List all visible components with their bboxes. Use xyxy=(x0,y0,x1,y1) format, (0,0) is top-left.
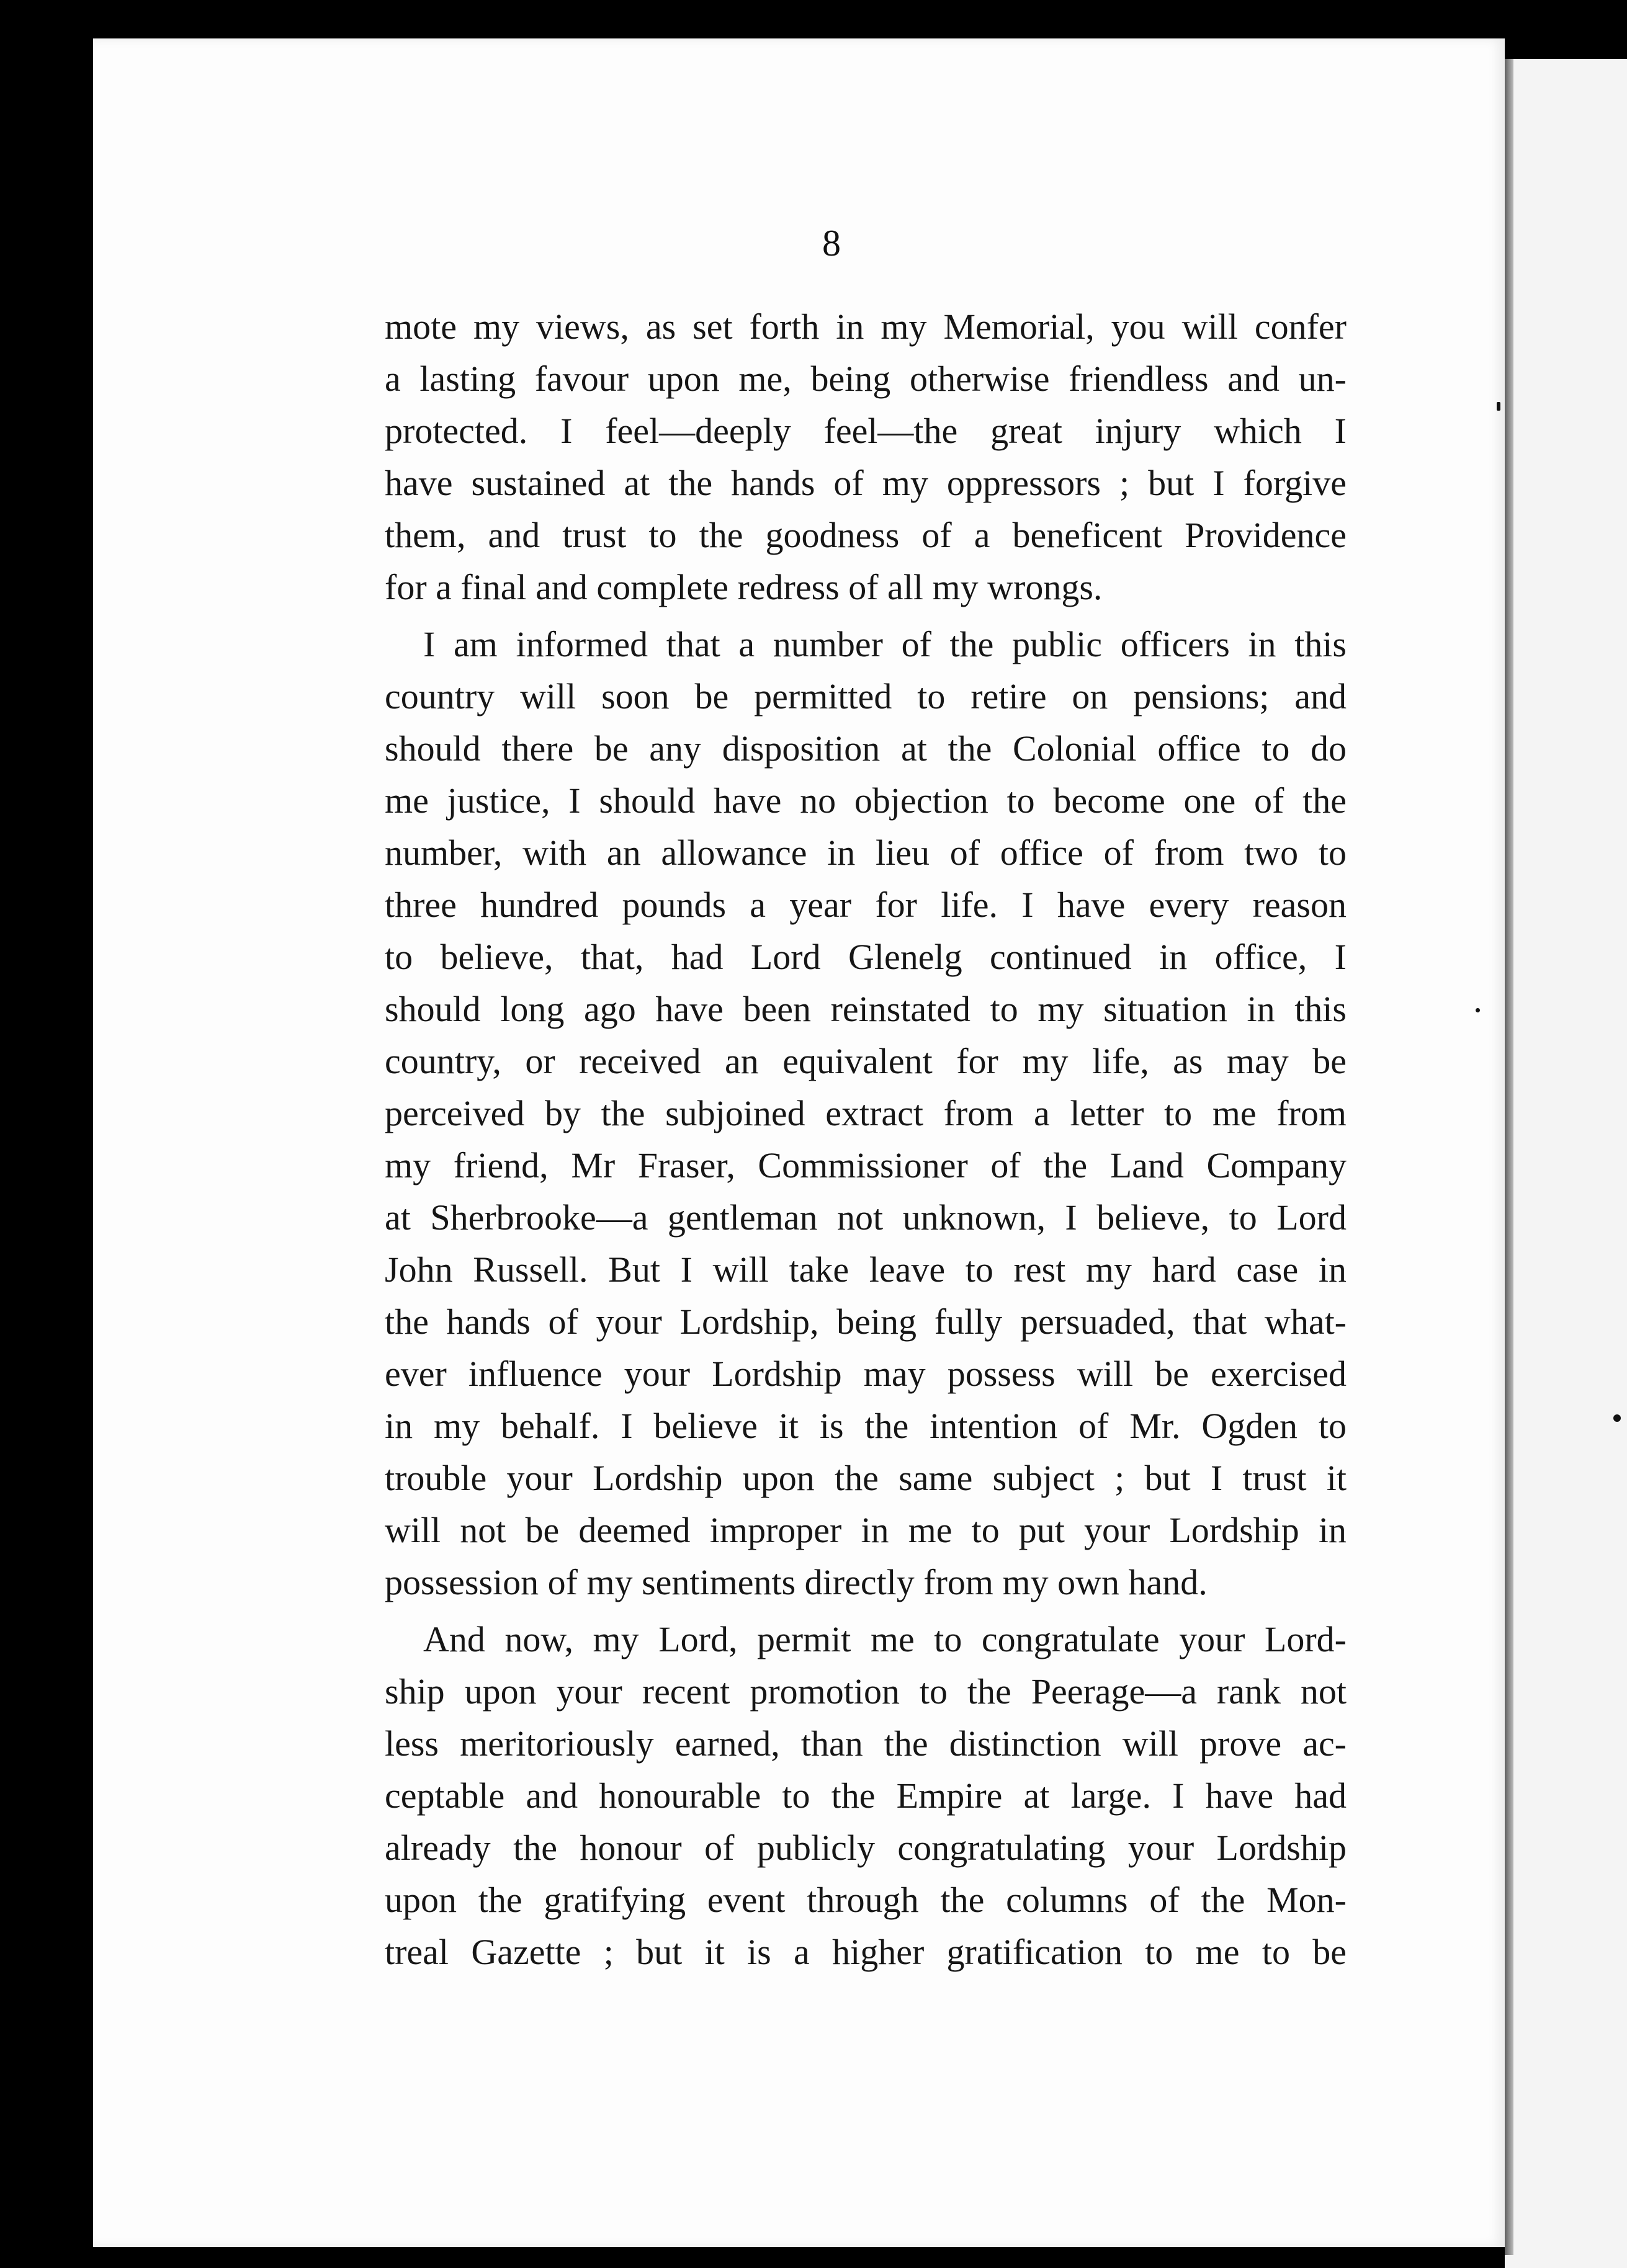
ink-speck xyxy=(1613,1414,1621,1422)
text-line: three hundred pounds a year for life. I have every reason xyxy=(385,885,1347,925)
text-line: to believe, that, had Lord Glenelg continued in office, I xyxy=(385,937,1347,977)
page-number: 8 xyxy=(822,223,841,264)
text-line: ever influence your Lordship may possess will be exercised xyxy=(385,1354,1347,1394)
text-line: protected. I feel—deeply feel—the great injury which I xyxy=(385,411,1347,451)
text-line: number, with an allowance in lieu of office of from two to xyxy=(385,833,1347,873)
body-text xyxy=(385,301,1347,1978)
text-line: will not be deemed improper in me to put your Lordship in xyxy=(385,1510,1347,1550)
ink-speck xyxy=(1497,402,1500,411)
text-line: possession of my sentiments directly from my own hand. xyxy=(385,1562,1208,1602)
text-line: perceived by the subjoined extract from a letter to me from xyxy=(385,1093,1347,1133)
text-line: ceptable and honourable to the Empire at large. I have had xyxy=(385,1775,1347,1816)
text-line: I am informed that a number of the public officers in this xyxy=(423,624,1347,664)
text-line: for a final and complete redress of all my wrongs. xyxy=(385,567,1103,607)
text-line: John Russell. But I will take leave to rest my hard case in xyxy=(385,1249,1347,1290)
text-line: country will soon be permitted to retire on pensions; and xyxy=(385,676,1347,717)
paragraph xyxy=(385,618,1347,1609)
text-line: mote my views, as set forth in my Memorial, you will confer xyxy=(385,306,1347,347)
text-line: me justice, I should have no objection to become one of the xyxy=(385,780,1347,821)
adjacent-page xyxy=(1505,59,1627,2268)
text-line: country, or received an equivalent for my life, as may be xyxy=(385,1041,1347,1081)
text-line: my friend, Mr Fraser, Commissioner of the Land Company xyxy=(385,1145,1347,1185)
text-line: trouble your Lordship upon the same subject ; but I trust it xyxy=(385,1458,1347,1498)
text-line: at Sherbrooke—a gentleman not unknown, I believe, to Lord xyxy=(385,1197,1347,1238)
text-line: upon the gratifying event through the columns of the Mon- xyxy=(385,1880,1347,1920)
text-line: already the honour of publicly congratulating your Lordship xyxy=(385,1828,1347,1868)
text-line: in my behalf. I believe it is the intention of Mr. Ogden to xyxy=(385,1406,1347,1446)
text-line: the hands of your Lordship, being fully persuaded, that what- xyxy=(385,1301,1347,1342)
paragraph xyxy=(385,1614,1347,1978)
text-line: should long ago have been reinstated to my situation in this xyxy=(385,989,1347,1029)
text-line: should there be any disposition at the Colonial office to do xyxy=(385,728,1347,769)
text-line: ship upon your recent promotion to the Peerage—a rank not xyxy=(385,1671,1347,1712)
text-line: less meritoriously earned, than the distinction will prove ac- xyxy=(385,1723,1347,1764)
text-line: them, and trust to the goodness of a beneficent Providence xyxy=(385,515,1347,555)
text-line: have sustained at the hands of my oppressors ; but I forgive xyxy=(385,463,1347,503)
page-edge-shadow xyxy=(1505,59,1513,2255)
text-line: a lasting favour upon me, being otherwise friendless and un- xyxy=(385,359,1347,399)
text-line: And now, my Lord, permit me to congratulate your Lord- xyxy=(423,1619,1347,1659)
ink-speck xyxy=(1476,1008,1480,1012)
text-line: treal Gazette ; but it is a higher gratification to me to be xyxy=(385,1932,1347,1972)
paragraph xyxy=(385,301,1347,614)
